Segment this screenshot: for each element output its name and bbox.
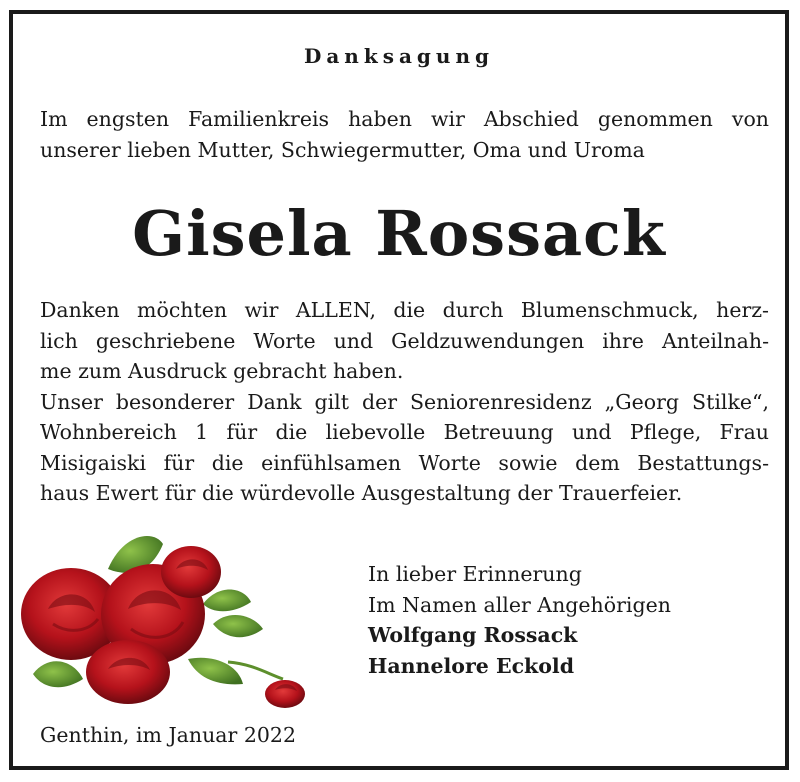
- deceased-name: Gisela Rossack: [132, 197, 666, 270]
- body-line: Wohnbereich 1 für die liebevolle Betreuung und Pflege, Frau: [40, 420, 769, 444]
- place-date: Genthin, im Januar 2022: [40, 723, 297, 747]
- thanks-paragraph: [40, 295, 769, 509]
- body-line: Unser besonderer Dank gilt der Seniorenresidenz „Georg Stilke“,: [40, 389, 769, 414]
- signature-name: Hannelore Eckold: [368, 653, 575, 678]
- red-roses-icon: [13, 514, 333, 714]
- obituary-notice: [9, 10, 789, 770]
- signature-block: [368, 559, 671, 681]
- intro-line: Im engsten Familienkreis haben wir Abschied genommen von: [40, 107, 769, 131]
- intro-line: unserer lieben Mutter, Schwiegermutter, Oma und Uroma: [40, 138, 645, 162]
- notice-heading: Danksagung: [304, 44, 494, 68]
- body-line: me zum Ausdruck gebracht haben.: [40, 359, 404, 383]
- body-line: Misigaiski für die einfühlsamen Worte sowie dem Bestattungs-: [40, 450, 769, 475]
- signature-name: Wolfgang Rossack: [368, 623, 578, 647]
- signature-line: In lieber Erinnerung: [368, 562, 582, 586]
- body-line: Danken möchten wir ALLEN, die durch Blumenschmuck, herz-: [40, 298, 769, 322]
- intro-paragraph: [40, 104, 769, 166]
- body-line: haus Ewert für die würdevolle Ausgestaltung der Trauerfeier.: [40, 481, 683, 505]
- body-line: lich geschriebene Worte und Geldzuwendungen ihre Anteilnah-: [40, 328, 769, 353]
- signature-line: Im Namen aller Angehörigen: [368, 592, 671, 617]
